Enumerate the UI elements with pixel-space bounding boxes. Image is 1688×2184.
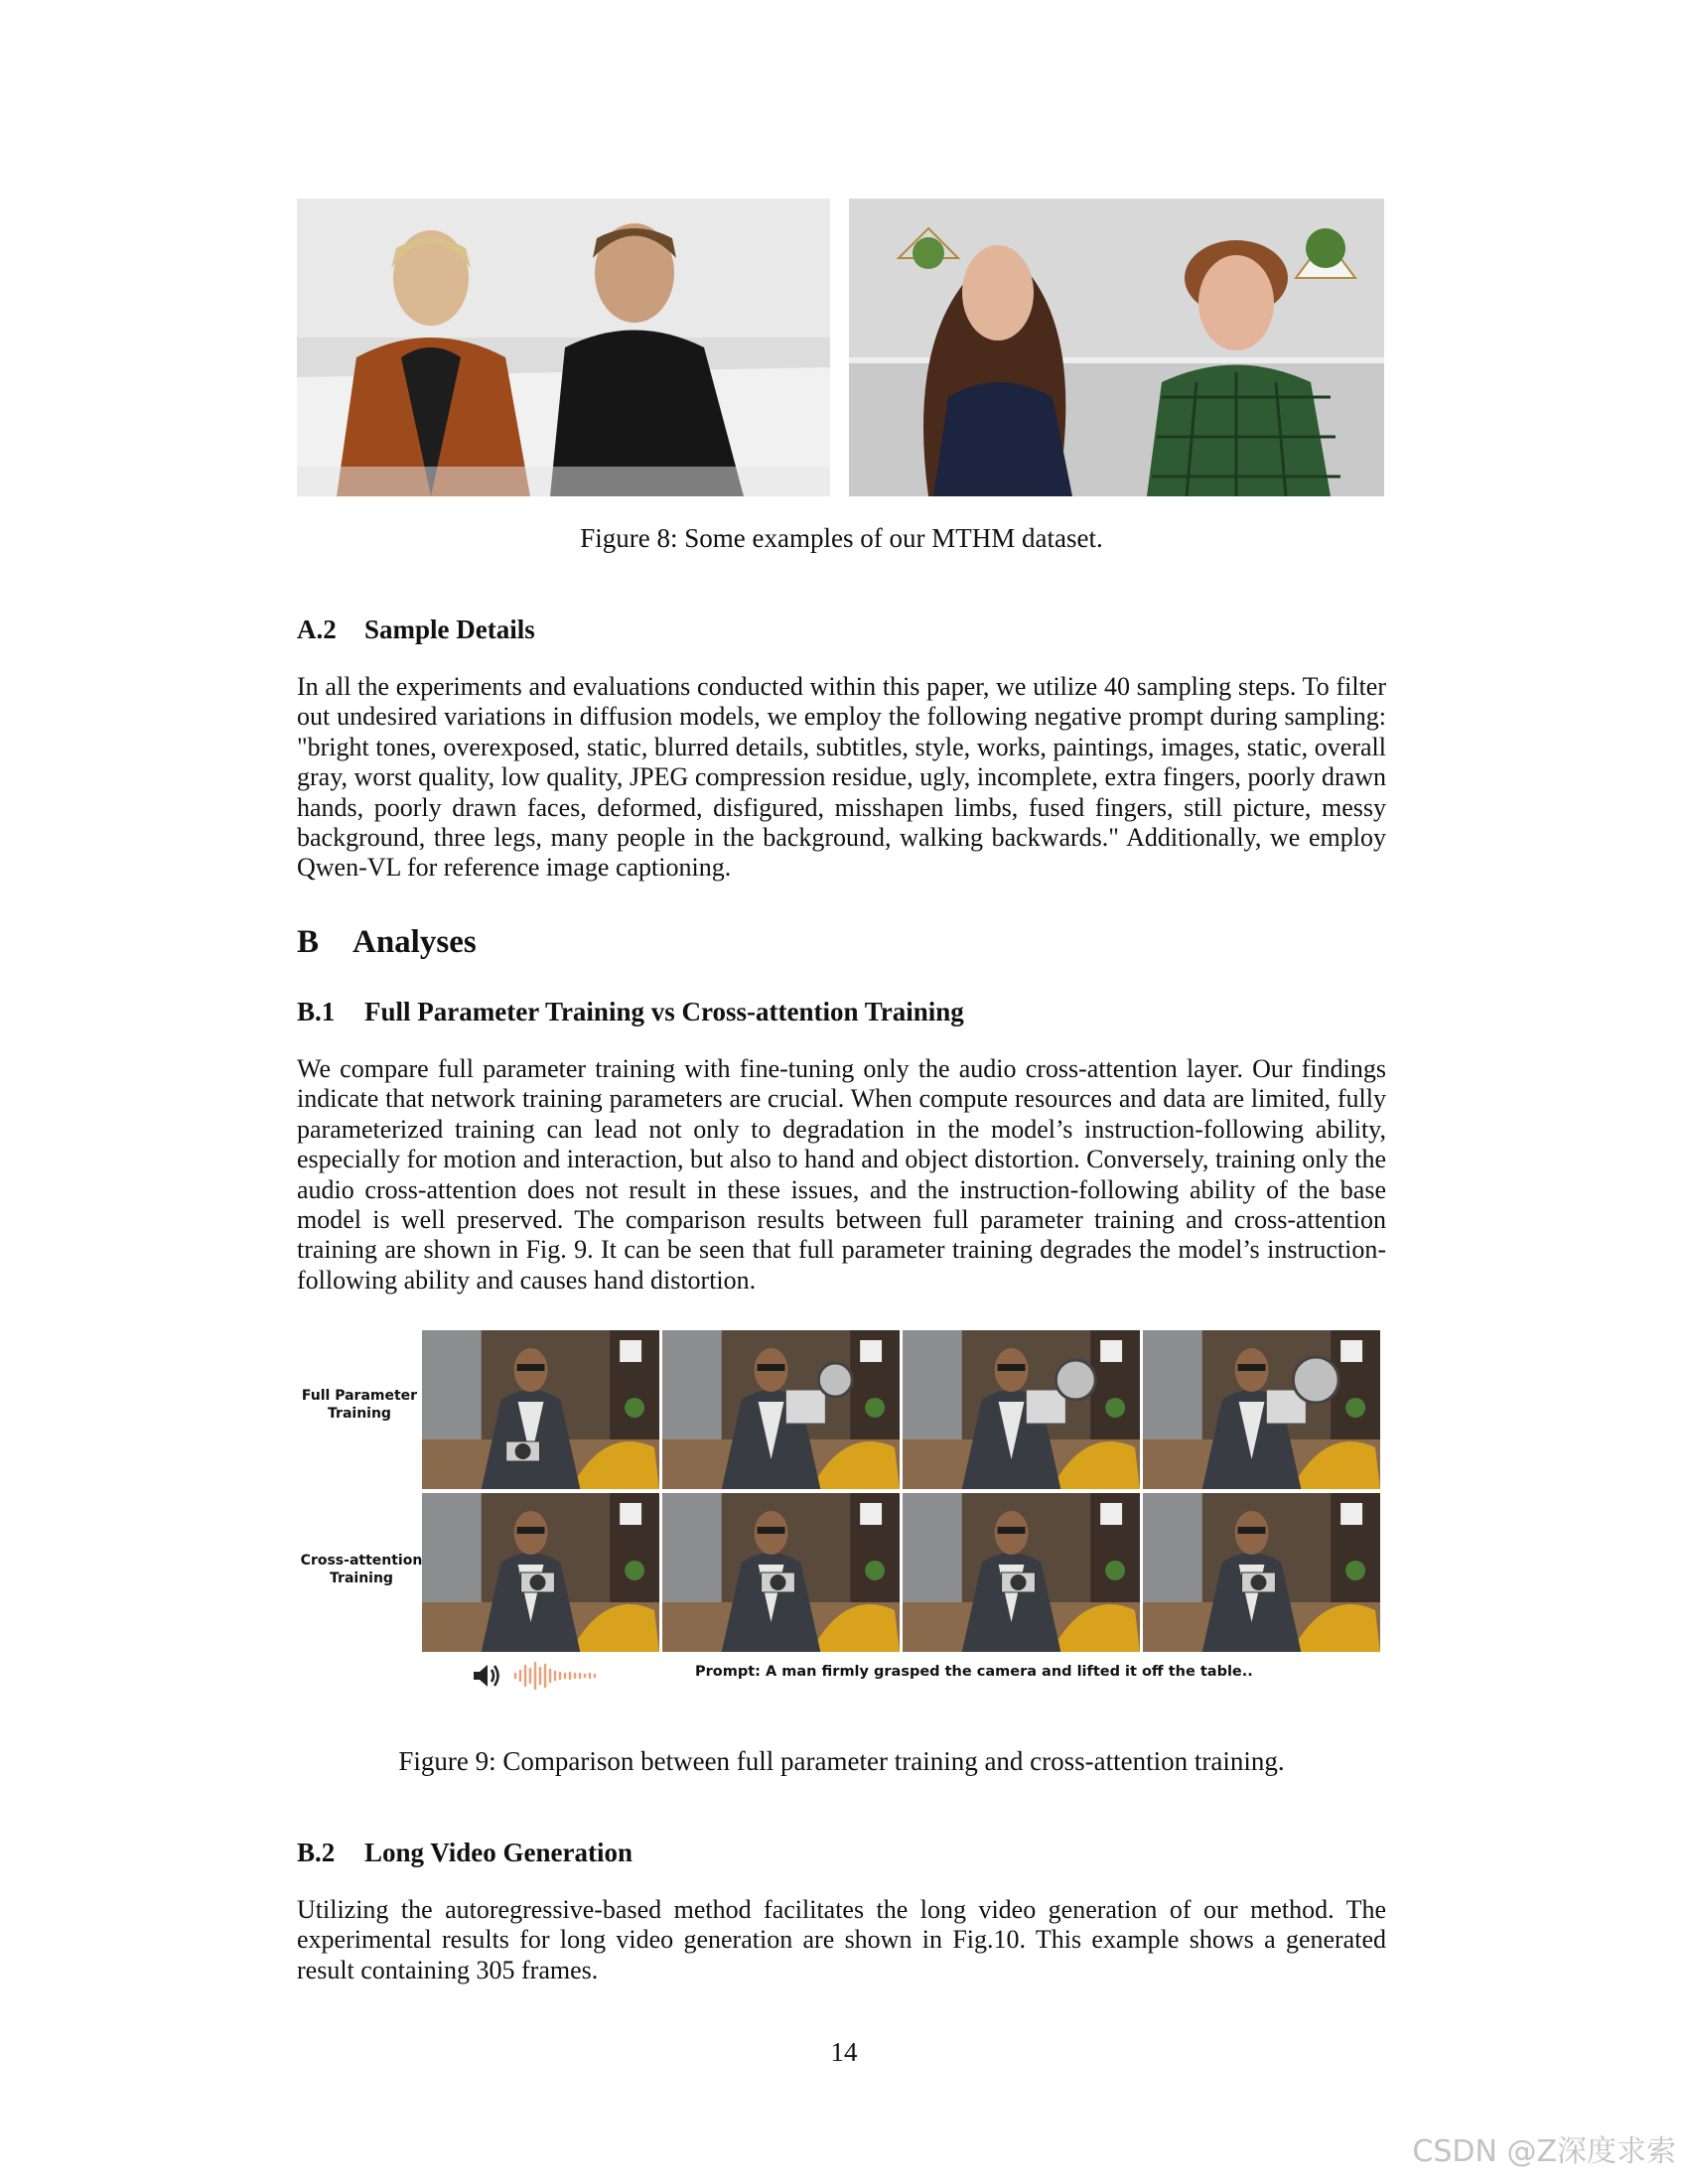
- figure8-image-left: [297, 199, 830, 496]
- section-a2-number: A.2: [297, 614, 337, 644]
- section-b-number: B: [297, 924, 320, 960]
- figure9-frame-full-3: [903, 1330, 1140, 1489]
- section-b1-heading: [297, 997, 964, 1027]
- page-number: 14: [830, 2037, 858, 2067]
- section-b2-heading: [297, 1838, 633, 1868]
- figure8-caption: Figure 8: Some examples of our MTHM dataset.: [580, 523, 1103, 553]
- section-b2-title: Long Video Generation: [364, 1838, 633, 1867]
- section-b2-body: Utilizing the autoregressive-based method facilitates the long video generation of our method. The experimental results for long video generation are shown in Fig.10. This example shows a generated result containing 305 frames.: [297, 1895, 1386, 1984]
- audio-waveform-icon: [513, 1660, 599, 1692]
- section-b-title: Analyses: [352, 924, 477, 960]
- section-b1-body: We compare full parameter training with fine-tuning only the audio cross-attention layer. Our findings indicate that network training parameters are crucial. When compute resources and data are limited, fully parameterized training can lead not only to degradation in the model’s instruction-following ability, especially for motion and interaction, but also to hand and object distortion. Conversely, training only the audio cross-attention does not result in these issues, and the instruction-following ability of the base model is well preserved. The comparison results between full parameter training and cross-attention training are shown in Fig. 9. It can be seen that full parameter training degrades the model’s instruction-following ability and causes hand distortion.: [297, 1054, 1386, 1295]
- watermark: CSDN @Z深度求索: [1412, 2134, 1676, 2169]
- section-b1-number: B.1: [297, 997, 336, 1026]
- figure9-row-label-cross: Cross-attention Training: [300, 1553, 423, 1586]
- figure9-frame-full-4: [1143, 1330, 1380, 1489]
- figure9-frame-full-1: [422, 1330, 659, 1489]
- figure9-prompt: Prompt: A man firmly grasped the camera and lifted it off the table..: [695, 1664, 1253, 1680]
- figure9-frame-cross-3: [903, 1493, 1140, 1652]
- figure9-frame-full-2: [662, 1330, 900, 1489]
- figure8-image-right: [849, 199, 1384, 496]
- speaker-icon: [470, 1660, 501, 1692]
- figure9-row-label-full: Full Parameter Training: [301, 1388, 418, 1422]
- figure9-frame-cross-4: [1143, 1493, 1380, 1652]
- section-a2-body: In all the experiments and evaluations conducted within this paper, we utilize 40 sampling steps. To filter out undesired variations in diffusion models, we employ the following negative prompt during sampling: "bright tones, overexposed, static, blurred details, subtitles, style, works, paintings, images, static, overall gray, worst quality, low quality, JPEG compression residue, ugly, incomplete, extra fingers, poorly drawn hands, poorly drawn faces, deformed, disfigured, misshapen limbs, fused fingers, still picture, messy background, three legs, many people in the background, walking backwards." Additionally, we employ Qwen-VL for reference image captioning.: [297, 672, 1386, 883]
- section-b1-title: Full Parameter Training vs Cross-attention Training: [364, 997, 964, 1026]
- section-b-heading: [297, 924, 477, 961]
- figure9-frame-cross-2: [662, 1493, 900, 1652]
- section-a2-heading: [297, 614, 535, 645]
- figure9-caption: Figure 9: Comparison between full parameter training and cross-attention training.: [398, 1746, 1285, 1776]
- figure9-frame-cross-1: [422, 1493, 659, 1652]
- section-b2-number: B.2: [297, 1838, 336, 1867]
- section-a2-title: Sample Details: [364, 614, 535, 644]
